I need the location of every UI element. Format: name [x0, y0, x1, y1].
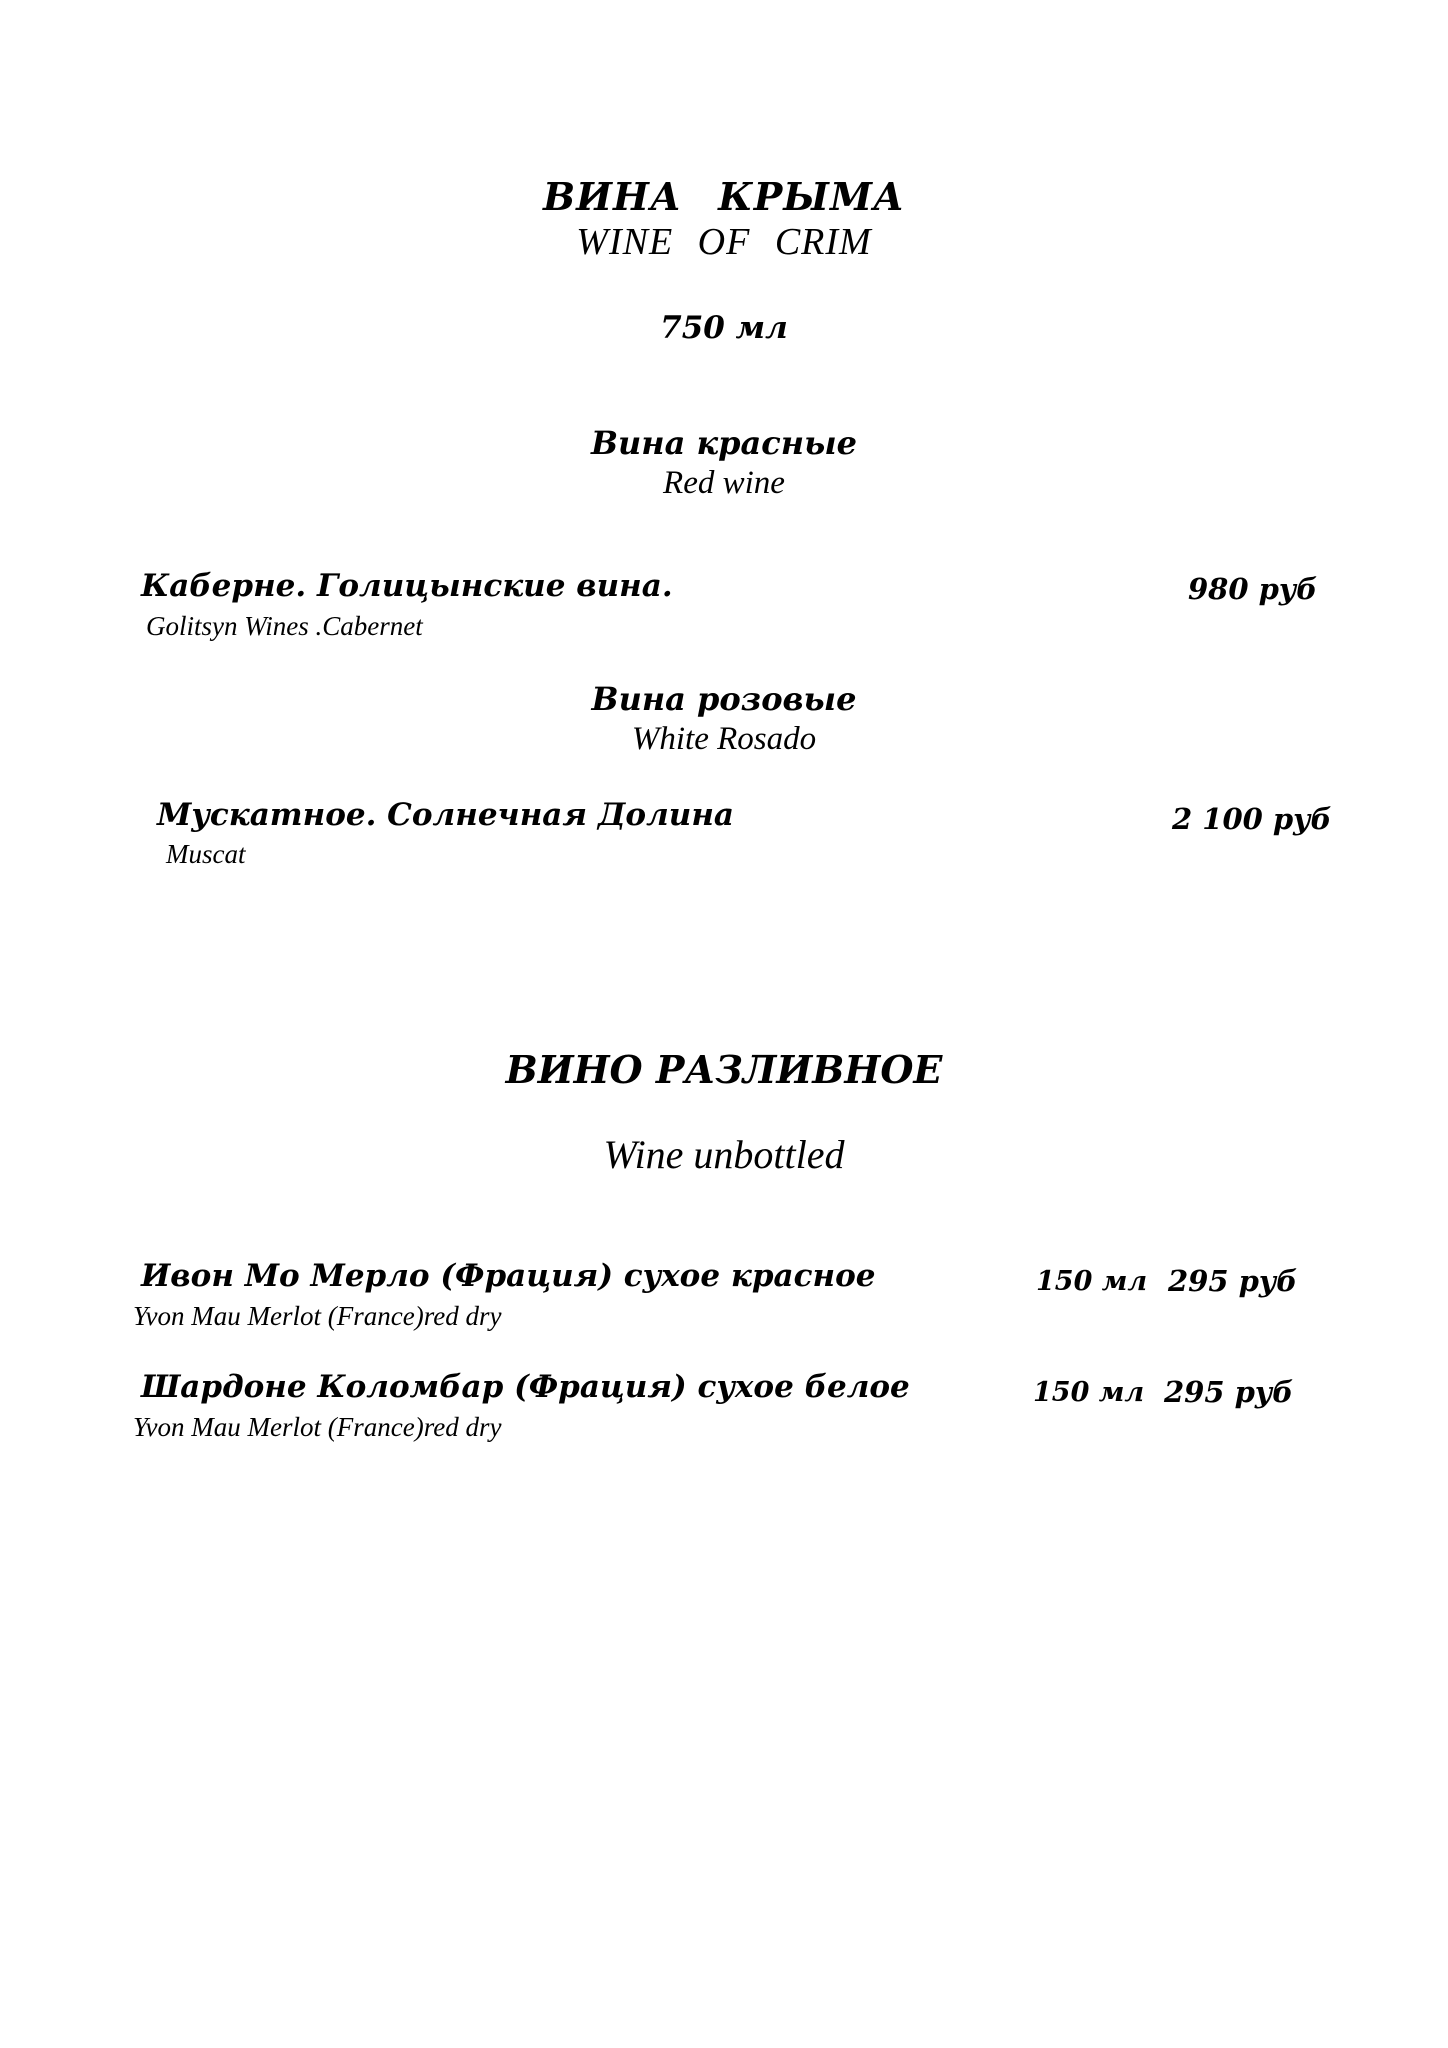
menu-item-name-ru: Каберне. Голицынские вина.	[141, 568, 673, 604]
menu-item-name-en: Muscat	[166, 839, 246, 869]
menu-item-name-en: Yvon Mau Merlot (France)red dry	[133, 1412, 502, 1442]
menu-item-volume: 150 мл	[1036, 1266, 1148, 1297]
menu-item-name-en: Yvon Mau Merlot (France)red dry	[133, 1301, 502, 1331]
menu-item-name-en: Golitsyn Wines .Cabernet	[146, 611, 423, 641]
section-title-rose-ru: Вина розовые	[591, 680, 857, 718]
menu-item-price: 295 руб	[1164, 1375, 1294, 1409]
bottle-volume: 750 мл	[660, 310, 788, 346]
section-title-unbottled-ru: ВИНО РАЗЛИВНОЕ	[505, 1047, 943, 1092]
section-title-unbottled-en: Wine unbottled	[603, 1132, 845, 1177]
menu-item-name-ru: Ивон Мо Мерло (Фрация) сухое красное	[141, 1258, 876, 1294]
menu-item-name-ru: Мускатное. Солнечная Долина	[157, 797, 735, 833]
page-title-ru: ВИНА КРЫМА	[543, 174, 905, 219]
menu-item-price: 980 руб	[1188, 572, 1318, 606]
menu-item-price: 295 руб	[1168, 1264, 1298, 1298]
menu-item-volume: 150 мл	[1033, 1377, 1145, 1408]
menu-item-name-ru: Шардоне Коломбар (Фрация) сухое белое	[141, 1369, 910, 1405]
menu-item-price: 2 100 руб	[1172, 802, 1332, 836]
section-title-rose-en: White Rosado	[631, 721, 817, 757]
section-title-red-ru: Вина красные	[590, 424, 857, 462]
section-title-red-en: Red wine	[663, 465, 785, 501]
page-title-en: WINE OF CRIM	[576, 221, 872, 263]
